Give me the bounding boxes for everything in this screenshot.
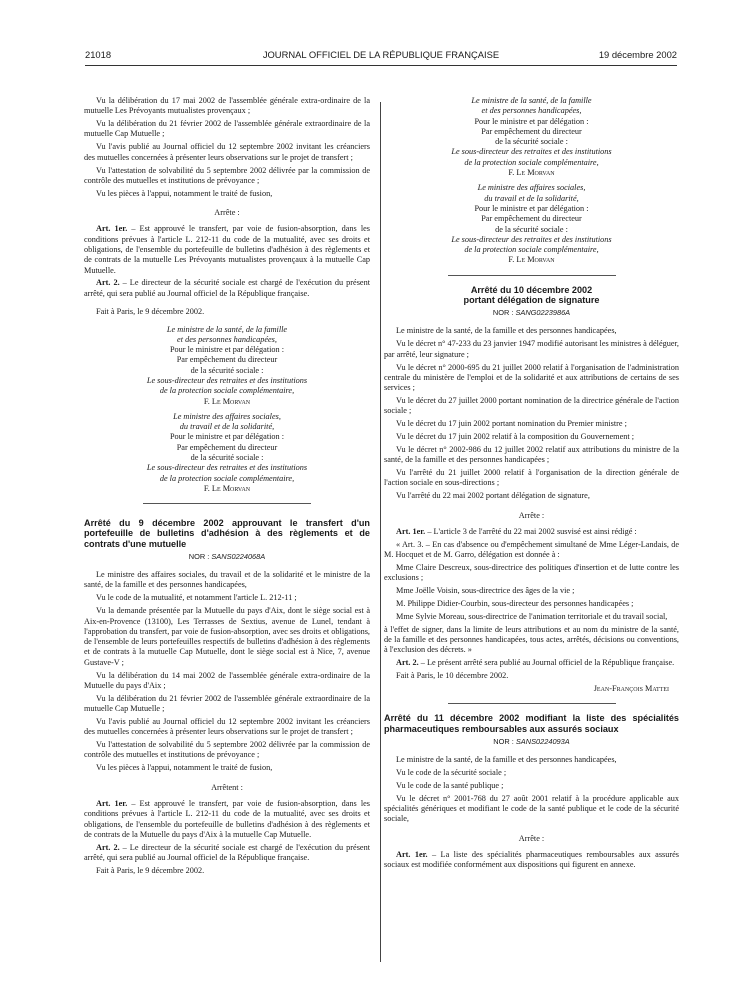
signature-line: de la sécurité sociale : (495, 224, 568, 234)
nor-reference (384, 737, 679, 747)
paragraph: Vu le décret n° 2001-768 du 27 août 2001 relatif à la procédure applicable aux spécialités génériques et modifiant le code de la santé publique et le code de la sécurité sociale, (384, 793, 679, 824)
signature-line: du travail et de la solidarité, (484, 193, 579, 203)
signature-line: de la sécurité sociale : (495, 137, 568, 147)
nor-reference (84, 552, 370, 562)
article-text: – Le directeur de la sécurité sociale est chargé de l'exécution du présent arrêté, qui sera publié au Journal officiel de la République française. (84, 278, 370, 298)
paragraph: Vu le décret du 17 juin 2002 relatif à la composition du Gouvernement ; (396, 432, 635, 442)
signature-line: Pour le ministre et par délégation : (169, 432, 285, 442)
paragraph: Le ministre des affaires sociales, du travail et de la solidarité et le ministre de la santé, de la famille et des personnes handicapées, (84, 570, 370, 590)
header-rule (85, 65, 677, 66)
section-title: portant délégation de signature (463, 294, 600, 305)
page-header (85, 49, 677, 63)
paragraph: Vu le décret n° 47-233 du 23 janvier 1947 modifié autorisant les ministres à déléguer, par arrêté, leur signature ; (384, 339, 679, 359)
nor-code: SANS0224068A (211, 551, 266, 561)
signature-line: Le ministre des affaires sociales, (477, 183, 586, 193)
nor-label: NOR : (493, 736, 516, 746)
article-2 (384, 658, 679, 668)
nor-code: SANG0223986A (515, 308, 571, 318)
fait-line: Fait à Paris, le 10 décembre 2002. (396, 671, 509, 681)
signatory-name: F. Le Morvan (203, 483, 251, 493)
signature-block (384, 183, 679, 265)
signature-block (384, 96, 679, 178)
signature-line: Par empêchement du directeur (176, 442, 278, 452)
paragraph: Vu la demande présentée par la Mutuelle du pays d'Aix, dont le siège social est à Aix-en-Provence (13100), Les Terrasses de Sextius, avenue de Lunel, tendant à l'approbation du transfert, par voie de fusion-absorption, avec ses droits et obligations, de l'ensemble de leurs portefeuilles respectifs de bulletins d'adhésion à des règlements et de contrats à la mutuelle Cap Mutuelle, dont le siège social est à Nice, 7, avenue Gustave-V ; (84, 606, 370, 667)
paragraph: Vu l'arrêté du 22 mai 2002 portant délégation de signature, (396, 491, 590, 501)
signature-line: et des personnes handicapées, (177, 334, 277, 344)
signatory-name: Jean-François Mattei (593, 684, 669, 694)
delegate-line: M. Philippe Didier-Courbin, sous-directeur des personnes handicapées ; (396, 599, 634, 609)
left-column (84, 96, 370, 879)
signature-line: Pour le ministre et par délégation : (474, 116, 589, 126)
article-1 (384, 850, 679, 871)
signatory-name: F. Le Morvan (508, 255, 555, 265)
arrete-heading: Arrête : (518, 833, 545, 843)
paragraph: Vu l'attestation de solvabilité du 5 septembre 2002 délivrée par la commission de contrôle des mutuelles et institutions de prévoyance ; (84, 740, 370, 760)
signature-line: Par empêchement du directeur (481, 126, 582, 136)
delegate-line: Mme Claire Descreux, sous-directrice des politiques d'insertion et de lutte contre les exclusions ; (384, 563, 679, 583)
nor-label: NOR : (492, 308, 516, 318)
journal-title: JOURNAL OFFICIEL DE LA RÉPUBLIQUE FRANÇAISE (262, 49, 500, 60)
signature-line: de la protection sociale complémentaire, (159, 473, 295, 483)
signature-line: du travail et de la solidarité, (179, 422, 275, 432)
arrete-heading: Arrête : (518, 510, 545, 520)
page-number: 21018 (85, 49, 112, 60)
signature-line: Le sous-directeur des retraites et des institutions (451, 147, 612, 157)
signature-line: et des personnes handicapées, (481, 106, 582, 116)
article-label: Art. 2. (396, 658, 419, 668)
visa: Vu l'attestation de solvabilité du 5 septembre 2002 délivrée par la commission de contrôle des mutuelles et institutions de prévoyance ; (84, 165, 370, 185)
article-label: Art. 1er. (96, 798, 128, 808)
signature-line: de la protection sociale complémentaire, (464, 157, 599, 167)
article-1 (384, 527, 679, 537)
article-label: Art. 2. (96, 842, 120, 852)
article-2 (84, 843, 370, 864)
delegate-line: Mme Joëlle Voisin, sous-directrice des âges de la vie ; (396, 586, 575, 596)
article-text: – La liste des spécialités pharmaceutiques remboursables aux assurés sociaux est modifiée conformément aux dispositions qui figurent en annexe. (384, 850, 679, 870)
fait-line: Fait à Paris, le 9 décembre 2002. (96, 306, 205, 316)
signature-line: Le sous-directeur des retraites et des institutions (146, 463, 308, 473)
section-title: Arrêté du 11 décembre 2002 modifiant la liste des spécialités pharmaceutiques remboursables aux assurés sociaux (384, 713, 679, 734)
article-text: – Est approuvé le transfert, par voie de fusion-absorption, dans les conditions prévues à l'article L. 212-11 du code de la mutualité, avec ses droits et obligations, de l'ensemble du portefeuille de bulletins d'adhésion à des règlements et de contrats de la mutuelle Les Prévoyants mutualistes provençaux à la mutuelle Cap Mutuelle. (84, 224, 370, 275)
signature-line: Pour le ministre et par délégation : (169, 345, 285, 355)
fait-line: Fait à Paris, le 9 décembre 2002. (96, 865, 205, 875)
article-text: – Le présent arrêté sera publié au Journal officiel de la République française. (418, 658, 675, 668)
column-divider (380, 102, 381, 962)
section-title: Arrêté du 9 décembre 2002 approuvant le transfert d'un portefeuille de bulletins d'adhésion à des règlements et de contrats d'une mutuelle (84, 518, 370, 549)
signature-block (84, 325, 370, 407)
signatory-name: F. Le Morvan (203, 396, 251, 406)
visa: Vu les pièces à l'appui, notamment le traité de fusion, (96, 188, 273, 198)
visa: Vu l'avis publié au Journal officiel du 12 septembre 2002 invitant les créanciers des mutuelles concernées à présenter leurs observations sur le projet de transfert ; (84, 142, 370, 162)
signature-line: de la sécurité sociale : (190, 365, 264, 375)
signature-line: Le sous-directeur des retraites et des institutions (146, 375, 308, 385)
paragraph: Vu la délibération du 21 février 2002 de l'assemblée générale extraordinaire de la mutuelle Cap Mutuelle ; (84, 693, 370, 714)
right-column (384, 96, 679, 873)
arrete-heading: Arrêtent : (211, 782, 243, 792)
signature-line: Le ministre de la santé, de la famille (166, 324, 288, 334)
paragraph: Vu l'arrêté du 21 juillet 2000 relatif à l'organisation de la direction générale de l'action sociale en sous-directions ; (384, 468, 679, 488)
signature-line: Par empêchement du directeur (481, 214, 582, 224)
visa: Vu la délibération du 17 mai 2002 de l'assemblée générale extra-ordinaire de la mutuelle Les Prévoyants mutualistes provençaux ; (84, 96, 370, 116)
paragraph: Vu le code de la mutualité, et notamment l'article L. 212-11 ; (96, 593, 297, 603)
paragraph: Le ministre de la santé, de la famille et des personnes handicapées, (396, 755, 617, 765)
paragraph: Vu le code de la sécurité sociale ; (396, 768, 507, 778)
visa: Vu la délibération du 21 février 2002 de l'assemblée générale extraordinaire de la mutuelle Cap Mutuelle ; (84, 119, 370, 139)
signature-line: Par empêchement du directeur (176, 355, 278, 365)
signature-block (84, 412, 370, 494)
paragraph: Vu le décret n° 2000-695 du 21 juillet 2000 relatif à l'organisation de l'administration centrale du ministère de l'emploi et de la solidarité et aux attributions de certains de ses services ; (384, 362, 679, 393)
signatory-name: F. Le Morvan (508, 168, 555, 178)
article-label: Art. 1er. (396, 850, 428, 860)
signature-line: Pour le ministre et par délégation : (474, 203, 589, 213)
article-text: – Le directeur de la sécurité sociale est chargé de l'exécution du présent arrêté, qui sera publié au Journal officiel de la République française. (84, 842, 370, 863)
signature-line: Le ministre des affaires sociales, (173, 411, 281, 421)
arrete-heading: Arrête : (214, 208, 240, 218)
paragraph: Le ministre de la santé, de la famille et des personnes handicapées, (396, 326, 617, 336)
paragraph: Vu le décret du 17 juin 2002 portant nomination du Premier ministre ; (396, 419, 627, 429)
quoted-article: « Art. 3. – En cas d'absence ou d'empêchement simultané de Mme Léger-Landais, de M. Hocquet et de M. Garro, délégation est donnée à : (384, 539, 679, 560)
article-label: Art. 2. (96, 278, 120, 288)
quoted-article-end: à l'effet de signer, dans la limite de leurs attributions et au nom du ministre de la santé, de la famille et des personnes handicapées, tous actes, arrêtés, décisions ou conventions, à l'exclusion des décrets. » (384, 624, 679, 655)
paragraph: Vu le code de la santé publique ; (396, 780, 504, 790)
delegate-line: Mme Sylvie Moreau, sous-directrice de l'animation territoriale et du travail social, (396, 612, 668, 621)
signature-line: Le sous-directeur des retraites et des institutions (451, 234, 612, 244)
article-text: – Est approuvé le transfert, par voie de fusion-absorption, dans les conditions prévues à l'article L. 212-11 du code de la mutualité, avec ses droits et obligations, de l'ensemble du portefeuille de bulletins d'adhésion à des règlements et de contrats de la Mutuelle du pays d'Aix à la mutuelle Cap Mutuelle. (84, 798, 370, 839)
nor-reference (384, 308, 679, 318)
article-text: – L'article 3 de l'arrêté du 22 mai 2002 susvisé est ainsi rédigé : (425, 526, 637, 536)
article-1 (84, 224, 370, 275)
article-2 (84, 278, 370, 299)
nor-code: SANS0224093A (515, 736, 570, 746)
paragraph: Vu le décret n° 2002-986 du 12 juillet 2002 relatif aux attributions du ministre de la santé, de la famille et des personnes handicapées ; (384, 444, 679, 465)
paragraph: Vu le décret du 27 juillet 2000 portant nomination de la directrice générale de l'action sociale ; (384, 396, 679, 416)
paragraph: Vu la délibération du 14 mai 2002 de l'assemblée générale extra-ordinaire de la Mutuelle du pays d'Aix ; (84, 670, 370, 690)
article-label: Art. 1er. (396, 526, 426, 536)
article-label: Art. 1er. (96, 224, 128, 234)
paragraph: Vu l'avis publié au Journal officiel du 12 septembre 2002 invitant les créanciers des mutuelles concernées à présenter leurs observations sur le projet de transfert ; (84, 716, 370, 737)
article-1 (84, 799, 370, 840)
signature-line: de la protection sociale complémentaire, (159, 386, 295, 396)
nor-label: NOR : (188, 551, 212, 561)
signature-line: de la protection sociale complémentaire, (464, 245, 599, 255)
issue-date: 19 décembre 2002 (598, 49, 677, 60)
signature-line: de la sécurité sociale : (190, 453, 264, 463)
paragraph: Vu les pièces à l'appui, notamment le traité de fusion, (96, 763, 273, 773)
signature-line: Le ministre de la santé, de la famille (471, 96, 592, 105)
section-title: Arrêté du 10 décembre 2002 (470, 284, 593, 295)
